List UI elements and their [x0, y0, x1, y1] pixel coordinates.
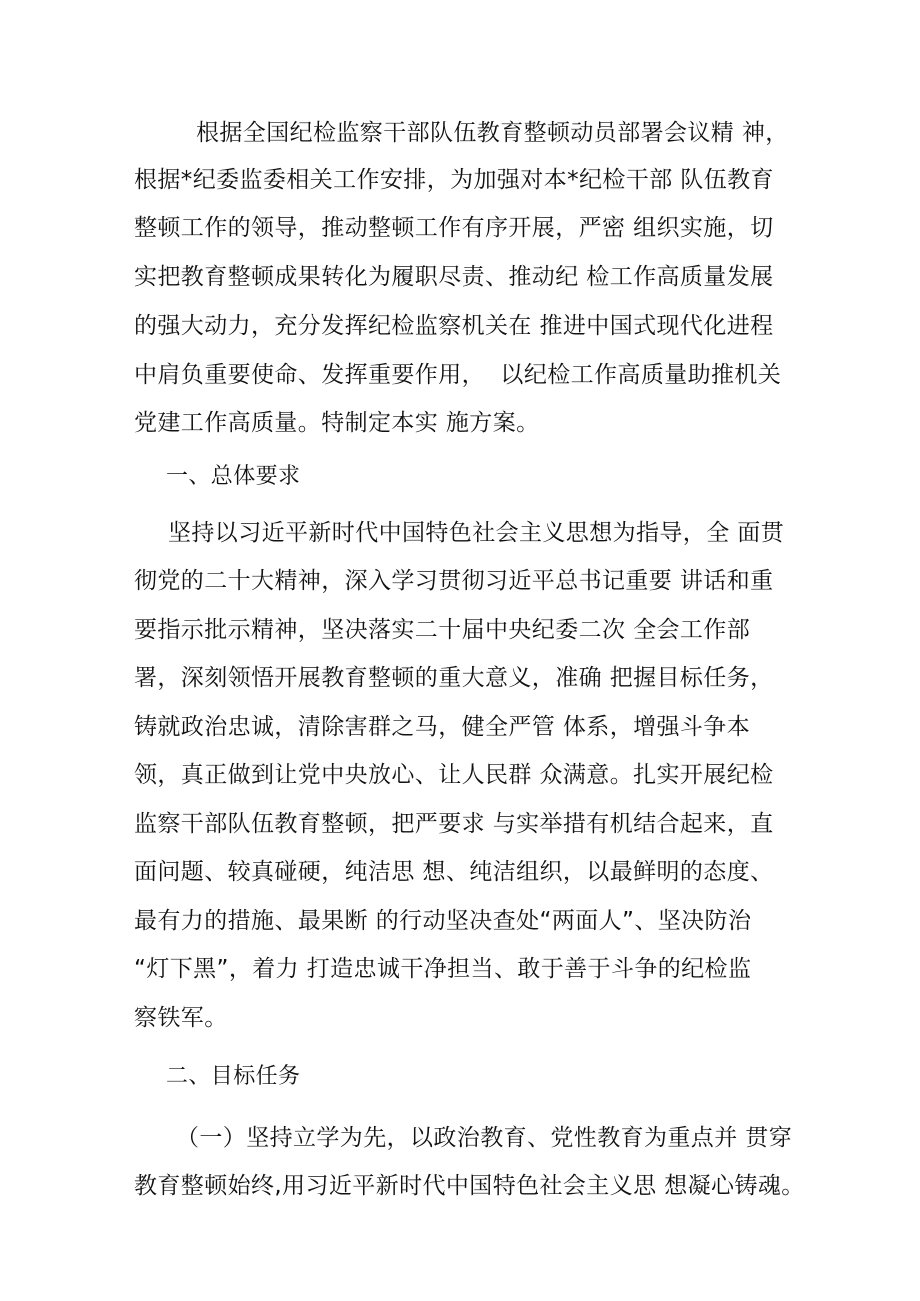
section1-line: 坚持以习近平新时代中国特色社会主义思想为指导，全 面贯 [168, 520, 785, 546]
section2-line: 教育整顿始终,用习近平新时代中国特色社会主义思 想凝心铸魂。 [134, 1173, 805, 1199]
section1-line: 铸就政治忠诚，清除害群之马，健全严管 体系，增强斗争本 [134, 714, 751, 740]
intro-line: 根据全国纪检监察干部队伍教育整顿动员部署会议精 神， [196, 120, 789, 146]
section1-line: 领，真正做到让党中央放心、让人民群 众满意。扎实开展纪检 [134, 762, 774, 788]
section1-line: 监察干部队伍教育整顿，把严要求 与实举措有机结合起来，直 [134, 811, 774, 837]
section1-line: 署，深刻领悟开展教育整顿的重大意义，准确 把握目标任务， [134, 665, 774, 691]
section1-line: 要指示批示精神，坚决落实二十届中央纪委二次 全会工作部 [134, 617, 751, 643]
section1-line: 面问题、较真碰硬，纯洁思 想、纯洁组织，以最鲜明的态度、 [134, 859, 774, 885]
section1-line: 彻党的二十大精神，深入学习贯彻习近平总书记重要 讲话和重 [134, 568, 774, 594]
intro-line: 整顿工作的领导，推动整顿工作有序开展，严密 组织实施，切 [134, 215, 774, 241]
intro-line: 的强大动力，充分发挥纪检监察机关在 推进中国式现代化进程 [134, 313, 774, 339]
section-heading-goals-tasks: 二、目标任务 [166, 1064, 301, 1089]
section2-line: （一）坚持立学为先，以政治教育、党性教育为重点并 贯穿 [176, 1125, 793, 1151]
section1-line: 最有力的措施、最果断 的行动坚决查处“两面人”、坚决防治 [134, 908, 752, 934]
section1-line: “灯下黑”，着力 打造忠诚干净担当、敢于善于斗争的纪检监 [134, 956, 752, 982]
intro-line: 实把教育整顿成果转化为履职尽责、推动纪 检工作高质量发展 [134, 264, 774, 290]
intro-line: 中肩负重要使命、发挥重要作用， 以纪检工作高质量助推机关 [134, 362, 782, 388]
intro-line: 根据*纪委监委相关工作安排，为加强对本*纪检干部 队伍教育 [134, 167, 774, 193]
section-heading-general-requirements: 一、总体要求 [166, 464, 301, 489]
intro-line: 党建工作高质量。特制定本实 施方案。 [134, 410, 540, 436]
section1-line: 察铁军。 [134, 1005, 228, 1031]
